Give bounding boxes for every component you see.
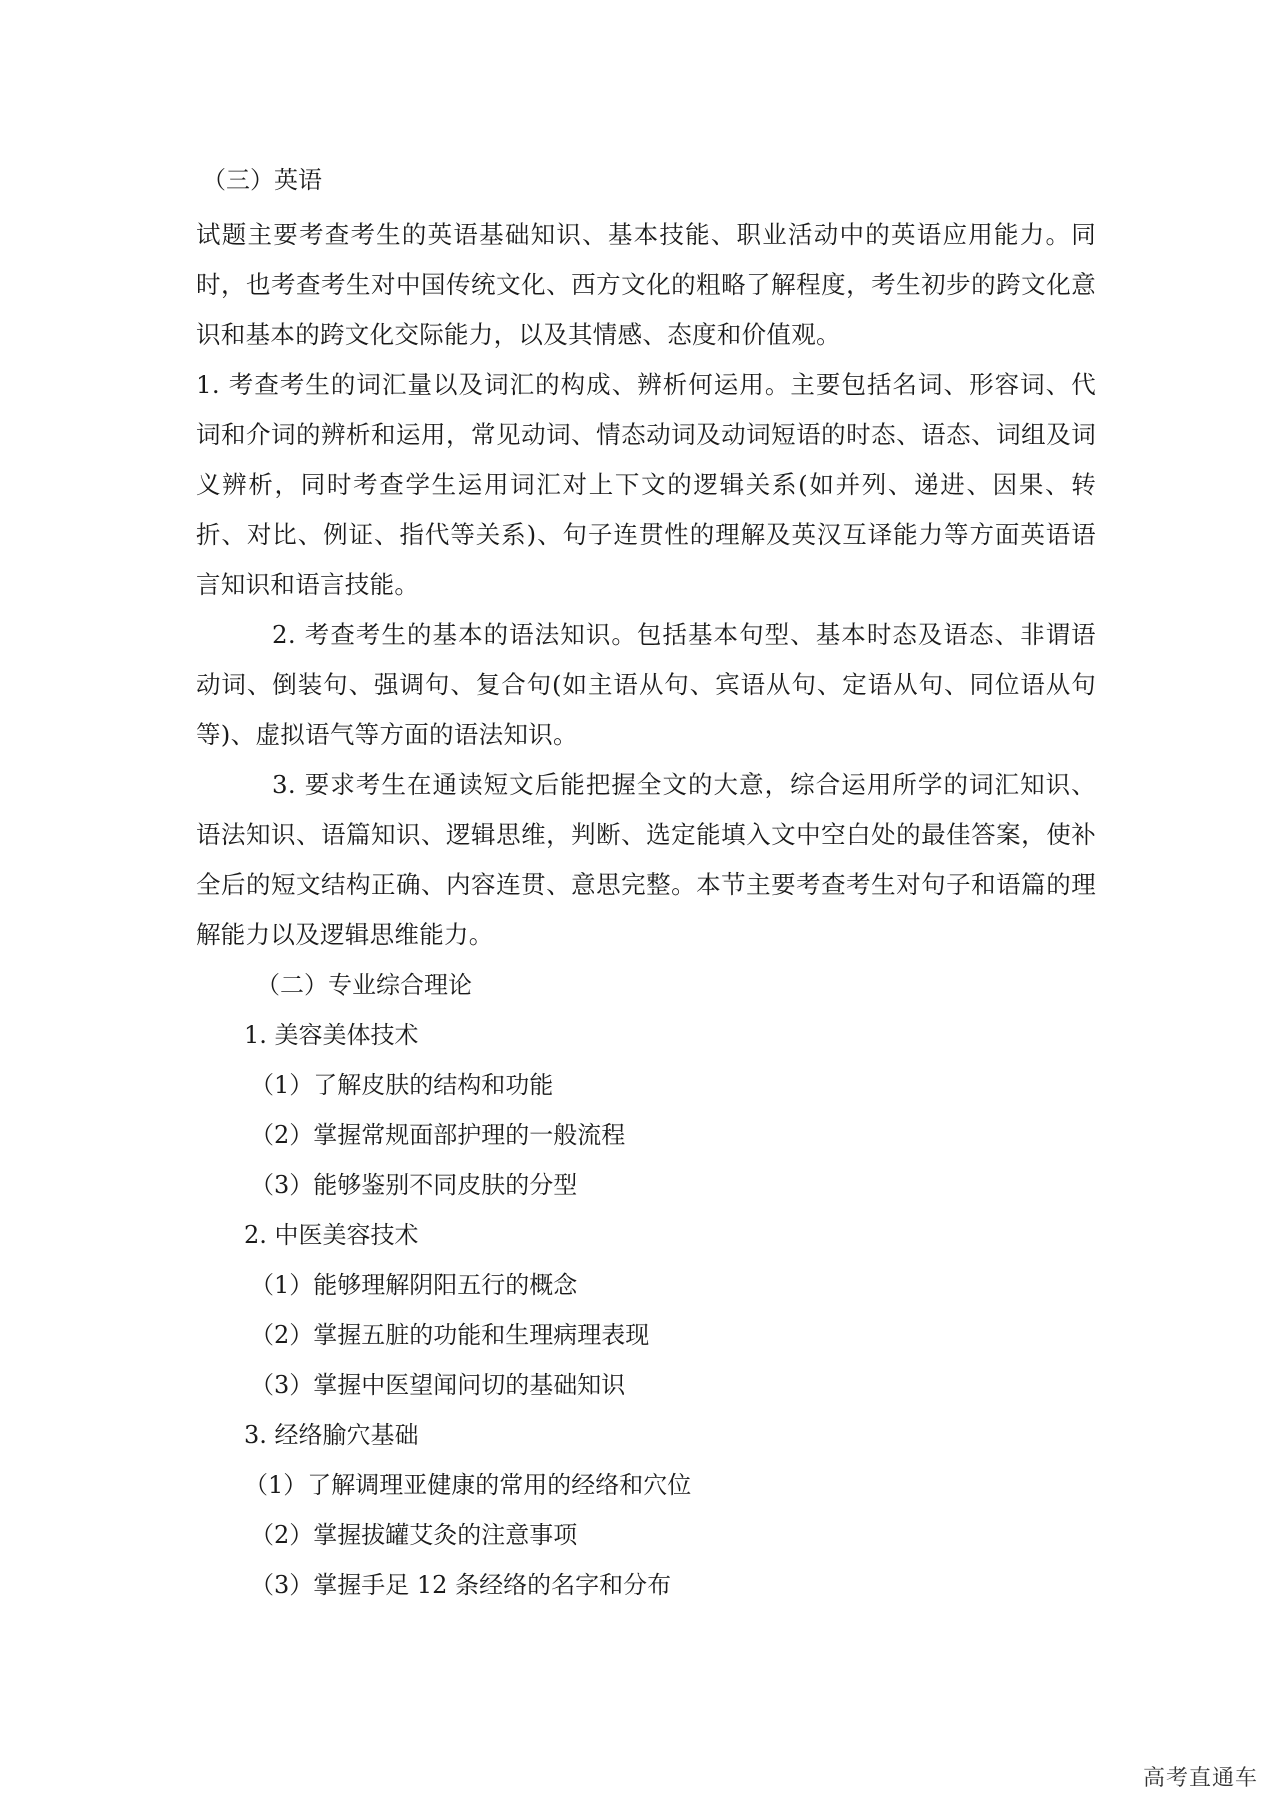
english-intro-paragraph: 试题主要考查考生的英语基础知识、基本技能、职业活动中的英语应用能力。同时，也考查考生对中国传统文化、西方文化的粗略了解程度，考生初步的跨文化意识和基本的跨文化交际能力，以及其情感、态度和价值观。 xyxy=(196,220,1096,349)
list-item: （2）掌握拔罐艾灸的注意事项 xyxy=(250,1521,578,1549)
english-point-3: 3. 要求考生在通读短文后能把握全文的大意，综合运用所学的词汇知识、语法知识、语篇知识、逻辑思维，判断、选定能填入文中空白处的最佳答案，使补全后的短文结构正确、内容连贯、意思完整。本节主要考查考生对句子和语篇的理解能力以及逻辑思维能力。 xyxy=(196,770,1096,949)
document-page xyxy=(196,160,1096,1610)
section-title-tcm-beauty: 2. 中医美容技术 xyxy=(244,1221,419,1249)
list-item: （2）掌握常规面部护理的一般流程 xyxy=(250,1121,626,1149)
section-title-beauty-body: 1. 美容美体技术 xyxy=(244,1021,419,1049)
list-item: （1）了解调理亚健康的常用的经络和穴位 xyxy=(244,1471,692,1499)
watermark-text: 高考直通车 xyxy=(1142,1766,1258,1791)
section-title-meridian: 3. 经络腧穴基础 xyxy=(244,1421,419,1449)
list-item: （2）掌握五脏的功能和生理病理表现 xyxy=(250,1321,650,1349)
english-point-2: 2. 考查考生的基本的语法知识。包括基本句型、基本时态及语态、非谓语动词、倒装句、强调句、复合句(如主语从句、宾语从句、定语从句、同位语从句等)、虚拟语气等方面的语法知识。 xyxy=(196,620,1096,749)
list-item: （1）了解皮肤的结构和功能 xyxy=(250,1071,554,1099)
list-item: （3）能够鉴别不同皮肤的分型 xyxy=(250,1171,578,1199)
list-item: （3）掌握中医望闻问切的基础知识 xyxy=(250,1371,626,1399)
professional-heading: （二）专业综合理论 xyxy=(256,971,472,999)
english-heading: （三）英语 xyxy=(202,166,322,194)
list-item: （1）能够理解阴阳五行的概念 xyxy=(250,1271,578,1299)
list-item: （3）掌握手足 12 条经络的名字和分布 xyxy=(250,1571,672,1599)
english-point-1: 1. 考查考生的词汇量以及词汇的构成、辨析何运用。主要包括名词、形容词、代词和介词的辨析和运用，常见动词、情态动词及动词短语的时态、语态、词组及词义辨析，同时考查学生运用词汇对上下文的逻辑关系(如并列、递进、因果、转折、对比、例证、指代等关系)、句子连贯性的理解及英汉互译能力等方面英语语言知识和语言技能。 xyxy=(196,370,1096,599)
